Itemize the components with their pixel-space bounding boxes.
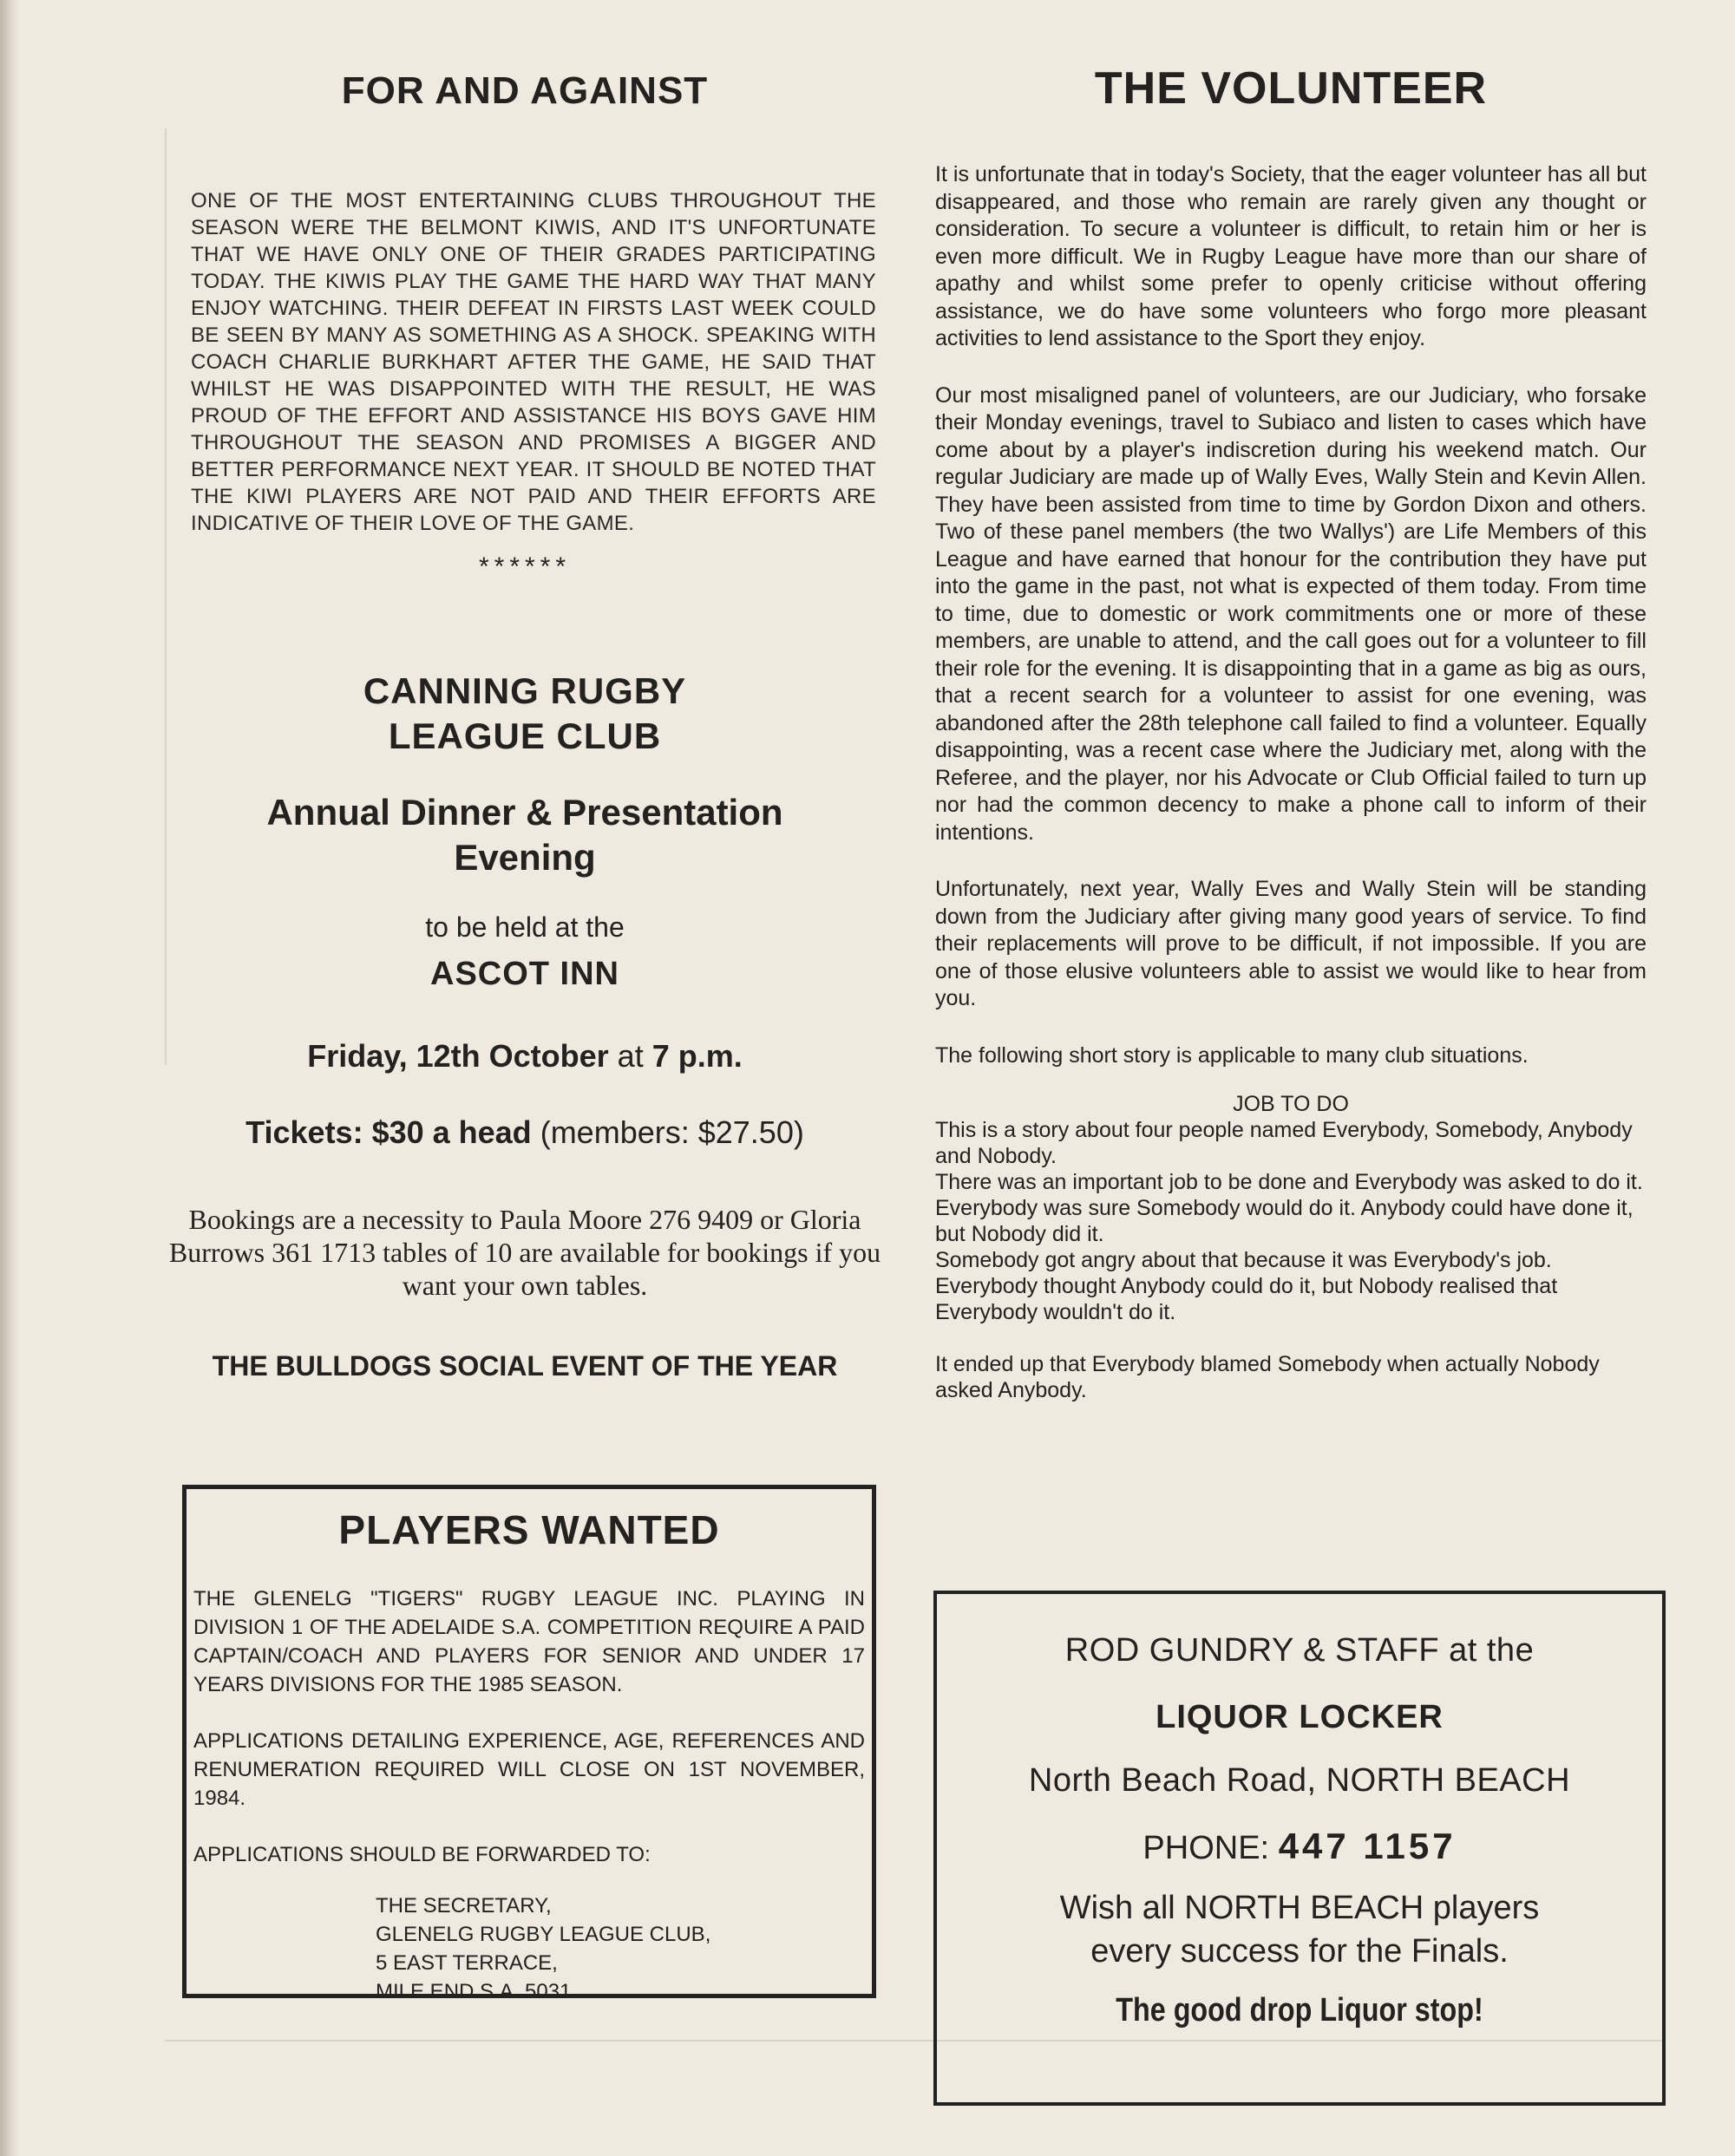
tickets-price: Tickets: $30 a head <box>246 1114 532 1150</box>
liquor-wishes <box>937 1886 1662 1973</box>
separator: ****** <box>478 552 572 581</box>
bookings-info: Bookings are a necessity to Paula Moore 276 9409 or Gloria Burrows 361 1713 tables of 10 are available for bookings if you want your own tables. <box>168 1204 881 1301</box>
tickets <box>165 1114 885 1151</box>
phone-label: PHONE: <box>1142 1830 1270 1866</box>
players-wanted-p3: APPLICATIONS SHOULD BE FORWARDED TO: <box>193 1843 651 1866</box>
address-block <box>187 1891 872 2006</box>
story-line-6: It ended up that Everybody blamed Somebody when actually Nobody asked Anybody. <box>935 1352 1600 1402</box>
story-line-2: There was an important job to be done and Everybody was asked to do it. <box>935 1170 1643 1194</box>
page-edge <box>0 0 19 2156</box>
wishes-line-1: Wish all NORTH BEACH players <box>1059 1890 1540 1926</box>
address-line-3: 5 EAST TERRACE, <box>376 1951 558 1975</box>
volunteer-p4: The following short story is applicable to many club situations. <box>935 1042 1529 1068</box>
players-wanted-box <box>182 1485 876 2003</box>
event-date <box>165 1038 885 1075</box>
volunteer-p1: It is unfortunate that in today's Society, that the eager volunteer has all but disappeared, and those who remain are rarely given any thought or consideration. To secure a volunteer is difficult, to retain him or her is even more difficult. We in Rugby League have more than our share of apathy and whilst some prefer to openly criticise without offering assistance, we do have some volunteers who forgo more pleasant activities to lend assistance to the Sport they enjoy. <box>935 162 1647 350</box>
canning-advert <box>165 669 885 1151</box>
canning-club-name <box>165 669 885 759</box>
event-line-2: Evening <box>454 837 596 878</box>
liquor-slogan: The good drop Liquor stop! <box>1116 1992 1483 2029</box>
volunteer-p3: Unfortunately, next year, Wally Eves and Wally Stein will be standing down from the Judiciary after giving many good years of service. To find their replacements will prove to be difficult, if not impossible. If you are one of those elusive volunteers able to assist we would like to hear from you. <box>935 877 1647 1010</box>
story-line-4: Somebody got angry about that because it was Everybody's job. <box>935 1248 1552 1272</box>
for-and-against-title: FOR AND AGAINST <box>341 69 709 112</box>
story-line-3: Everybody was sure Somebody would do it. Anybody could have done it, but Nobody did it. <box>935 1196 1634 1246</box>
address-line-2: GLENELG RUGBY LEAGUE CLUB, <box>376 1923 711 1946</box>
players-wanted-title: PLAYERS WANTED <box>338 1507 720 1552</box>
event-line-1: Annual Dinner & Presentation <box>266 792 783 833</box>
volunteer-p2: Our most misaligned panel of volunteers, are our Judiciary, who forsake their Monday evenings, travel to Subiaco and listen to cases which have come about by a player's indiscretion during his weekend match. Our regular Judiciary are made up of Wally Eves, Wally Stein and Kevin Allen. They have been assisted from time to time by Gordon Dixon and others. Two of these panel members (the two Wallys') are Life Members of this League and have earned that honour for the contribution they have put into the game in the past, not what is expected of them today. From time to time, due to domestic or work commitments one or more of these members, are unable to attend, and the call goes out for a volunteer to fill their role for the evening. It is disappointing that in a game as big as ours, that a recent search for a volunteer to assist for one evening, was abandoned after the 28th telephone call failed to find a volunteer. Equally disappointing, was a recent case where the Judiciary met, along with the Referee, and the player, nor his Advocate or Club Official failed to turn up nor had the common decency to make a phone call to inform of their intentions. <box>935 382 1647 845</box>
venue: ASCOT INN <box>430 956 619 992</box>
wishes-line-2: every success for the Finals. <box>1090 1933 1509 1970</box>
liquor-phone <box>937 1826 1662 1867</box>
address-line-4: MILE END S.A. 5031 <box>376 1980 572 2003</box>
volunteer-title: THE VOLUNTEER <box>1094 63 1488 114</box>
phone-number: 447 1157 <box>1278 1826 1457 1866</box>
liquor-address: North Beach Road, NORTH BEACH <box>1028 1762 1571 1799</box>
left-column <box>165 61 885 1382</box>
tickets-members: (members: $27.50) <box>540 1114 804 1150</box>
date-time: 7 p.m. <box>651 1038 743 1074</box>
address-line-1: THE SECRETARY, <box>376 1894 552 1918</box>
liquor-store-name: LIQUOR LOCKER <box>1156 1699 1444 1735</box>
players-wanted-p1: THE GLENELG "TIGERS" RUGBY LEAGUE INC. PLAYING IN DIVISION 1 OF THE ADELAIDE S.A. COMPETITION REQUIRE A PAID CAPTAIN/COACH AND PLAYERS FOR SENIOR AND UNDER 17 YEARS DIVISIONS FOR THE 1985 SEASON. <box>193 1587 865 1696</box>
story-title: JOB TO DO <box>1233 1092 1349 1116</box>
liquor-line-1: ROD GUNDRY & STAFF at the <box>1064 1632 1535 1669</box>
liquor-locker-advert <box>933 1591 1666 2106</box>
story-line-5: Everybody thought Anybody could do it, but Nobody realised that Everybody wouldn't do it. <box>935 1274 1558 1324</box>
held-at: to be held at the <box>425 911 625 943</box>
date-bold: Friday, 12th October <box>307 1038 609 1074</box>
for-and-against-body: ONE OF THE MOST ENTERTAINING CLUBS THROUGHOUT THE SEASON WERE THE BELMONT KIWIS, AND IT'S UNFORTUNATE THAT WE HAVE ONLY ONE OF THEIR GRADES PARTICIPATING TODAY. THE KIWIS PLAY THE GAME THE HARD WAY THAT MANY ENJOY WATCHING. THEIR DEFEAT IN FIRSTS LAST WEEK COULD BE SEEN BY MANY AS SOMETHING AS A SHOCK. SPEAKING WITH COACH CHARLIE BURKHART AFTER THE GAME, HE SAID THAT WHILST HE WAS DISAPPOINTED WITH THE RESULT, HE WAS PROUD OF THE EFFORT AND ASSISTANCE HIS BOYS GAVE HIM THROUGHOUT THE SEASON AND PROMISES A BIGGER AND BETTER PERFORMANCE NEXT YEAR. IT SHOULD BE NOTED THAT THE KIWI PLAYERS ARE NOT PAID AND THEIR EFFORTS ARE INDICATIVE OF THEIR LOVE OF THE GAME. <box>191 189 876 535</box>
club-line-1: CANNING RUGBY <box>363 670 687 711</box>
club-line-2: LEAGUE CLUB <box>388 715 662 756</box>
social-event-tagline: THE BULLDOGS SOCIAL EVENT OF THE YEAR <box>212 1350 838 1382</box>
date-at: at <box>617 1038 644 1074</box>
event-name <box>165 790 885 880</box>
story-line-1: This is a story about four people named Everybody, Somebody, Anybody and Nobody. <box>935 1118 1633 1168</box>
players-wanted-p2: APPLICATIONS DETAILING EXPERIENCE, AGE, REFERENCES AND RENUMERATION REQUIRED WILL CLOSE ON 1ST NOVEMBER, 1984. <box>193 1729 865 1810</box>
right-column <box>935 61 1647 1403</box>
